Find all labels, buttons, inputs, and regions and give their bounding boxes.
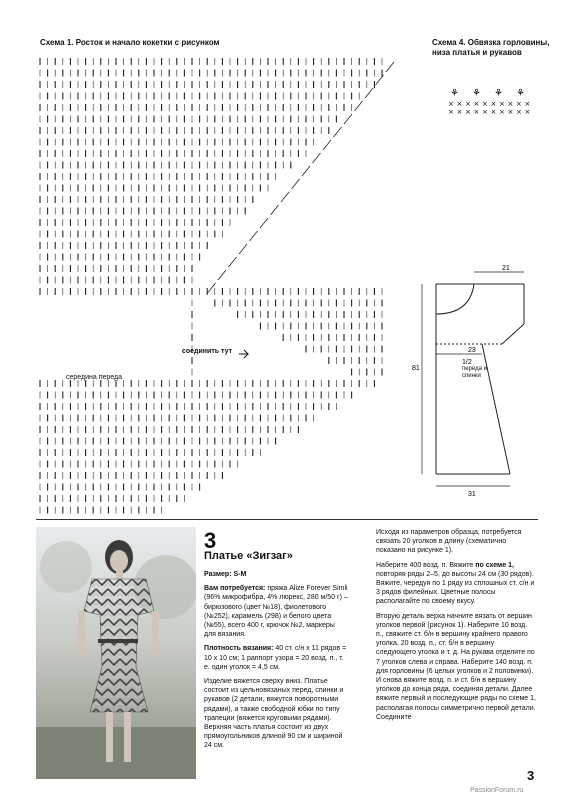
crochet-chart-4: [446, 86, 536, 116]
dim-81: 81: [412, 365, 420, 372]
chain-mark: [334, 127, 342, 137]
chain-mark: [302, 166, 310, 176]
chain-mark: [229, 257, 237, 267]
single-crochet-symbol-icon: ×: [490, 108, 497, 116]
dim-21: 21: [502, 265, 510, 272]
model-photo: [36, 527, 196, 779]
single-crochet-symbol-icon: ×: [482, 108, 488, 116]
chain-mark: [218, 270, 226, 280]
single-crochet-symbol-icon: ×: [507, 100, 514, 108]
chain-mark: [281, 192, 289, 202]
density-label: Плотность вязания:: [204, 645, 274, 653]
shell-symbol-icon: ⚘: [472, 88, 481, 99]
single-crochet-symbol-icon: ×: [524, 108, 531, 116]
dim-23: 23: [468, 347, 476, 354]
chart1-title: Схема 1. Росток и начало кокетки с рисунком: [40, 38, 220, 47]
single-crochet-symbol-icon: ×: [456, 108, 463, 116]
chart4-title: Схема 4. Обвязка горловины, низа платья и рукавов: [432, 38, 550, 57]
density-text: 40 ст. с/н х 11 рядов = 10 х 10 см; 1 раппорт узора = 20 возд. п., т. е. один уголок = 4,5 см.: [204, 645, 347, 671]
single-crochet-symbol-icon: ×: [465, 100, 471, 108]
materials-text: пряжа Alize Forever Simli (96% микрофибра, 4% люрекс, 280 м/50 г) – бирюзового (цвет №18), фиолетового (№252), карамель (298) и белого цвета (№55), всего 400 г, крючок №2, маркеры для вязания.: [204, 585, 348, 639]
watermark: PassionForum.ru: [470, 787, 524, 794]
center-front-label: середина переда: [66, 374, 123, 381]
pattern-neckline: [436, 284, 474, 314]
dim-half-label: переда и спинки: [462, 366, 487, 379]
section-divider: [36, 519, 538, 520]
article-column-right: [376, 528, 536, 727]
chain-mark: [365, 88, 373, 98]
chain-mark: [250, 231, 258, 241]
pattern-side-seam: [482, 344, 510, 474]
single-crochet-symbol-icon: ×: [473, 108, 480, 116]
paragraph-2: Наберите 400 возд. п. Вяжите по схеме 1, повторяя ряды 2–5, до высоты 24 см (30 рядов). Вяжите, чередуя по 1 ряду из сплошных ст. с/н и 3 рядов филейных. Цветные полосы располагайте по своему вкусу.: [376, 561, 535, 606]
chain-mark: [355, 101, 363, 111]
article-column-left: [204, 570, 348, 756]
paragraph-3: Вторую деталь верха начните вязать от вершин уголков первой (рисунок 1). Наберите 10 возд. п., свяжите ст. б/н в вершину крайнего правого уголка, 20 возд. п., ст. б/н в вершину следующего уголка и т. д. На рукава отделите по 7 уголков слева и справа. Наберите 140 возд. п. для горловины (6 целых уголков и 2 половинки). И снова вяжите возд. п. и ст. б/н в вершину уголков до конца ряда, соединяя детали. Далее вяжите первый и последующие ряды по схеме 1, располагая полосы симметрично первой детали. Соедините: [376, 612, 536, 721]
intro-text: Изделие вяжется сверху вниз. Платье состоит из цельновязаных перед, спинки и рукавов (2 детали, вяжутся поворотными рядами), а также свободной юбки по типу трапеции (вяжется круговыми рядами). Верхняя часть платья состоит из двух прямоугольников длиной 90 см и шириной 24 см.: [204, 678, 344, 750]
pattern-diagram: [412, 262, 542, 502]
chain-mark: [260, 218, 268, 228]
single-crochet-symbol-icon: ×: [516, 100, 522, 108]
single-crochet-symbol-icon: ×: [524, 100, 531, 108]
page-number: 3: [527, 768, 535, 783]
single-crochet-symbol-icon: ×: [465, 108, 471, 116]
single-crochet-symbol-icon: ×: [516, 108, 522, 116]
shell-symbol-icon: ⚘: [450, 88, 459, 99]
single-crochet-symbol-icon: ×: [448, 108, 454, 116]
chain-mark: [208, 283, 216, 293]
chain-mark: [323, 140, 331, 150]
single-crochet-symbol-icon: ×: [499, 108, 505, 116]
single-crochet-symbol-icon: ×: [482, 100, 488, 108]
shell-symbol-icon: ⚘: [516, 88, 525, 99]
crochet-chart-1: [34, 52, 404, 514]
dim-half: 1/2: [462, 359, 472, 366]
article-title: Платье «Зигзаг»: [204, 550, 293, 562]
join-here-label: соединить тут: [182, 348, 233, 355]
dim-31: 31: [468, 491, 476, 498]
materials-label: Вам потребуется:: [204, 585, 266, 593]
single-crochet-symbol-icon: ×: [473, 100, 480, 108]
single-crochet-symbol-icon: ×: [499, 100, 505, 108]
chain-mark: [239, 244, 247, 254]
size-text: Размер: S-M: [204, 571, 247, 578]
single-crochet-symbol-icon: ×: [490, 100, 497, 108]
single-crochet-symbol-icon: ×: [456, 100, 463, 108]
single-crochet-symbol-icon: ×: [448, 100, 454, 108]
chain-mark: [313, 153, 321, 163]
chain-mark: [376, 75, 384, 85]
chain-mark: [344, 114, 352, 124]
paragraph-1: Исходя из параметров образца, потребуется связать 20 уголков в длину (схематично показано на рисунке 1).: [376, 529, 522, 555]
chain-mark: [292, 179, 300, 189]
join-arrow: [239, 350, 248, 358]
chain-mark: [271, 205, 279, 215]
article-number: 3: [204, 528, 217, 553]
chain-mark: [386, 62, 394, 72]
shell-symbol-icon: ⚘: [494, 88, 503, 99]
single-crochet-symbol-icon: ×: [507, 108, 514, 116]
